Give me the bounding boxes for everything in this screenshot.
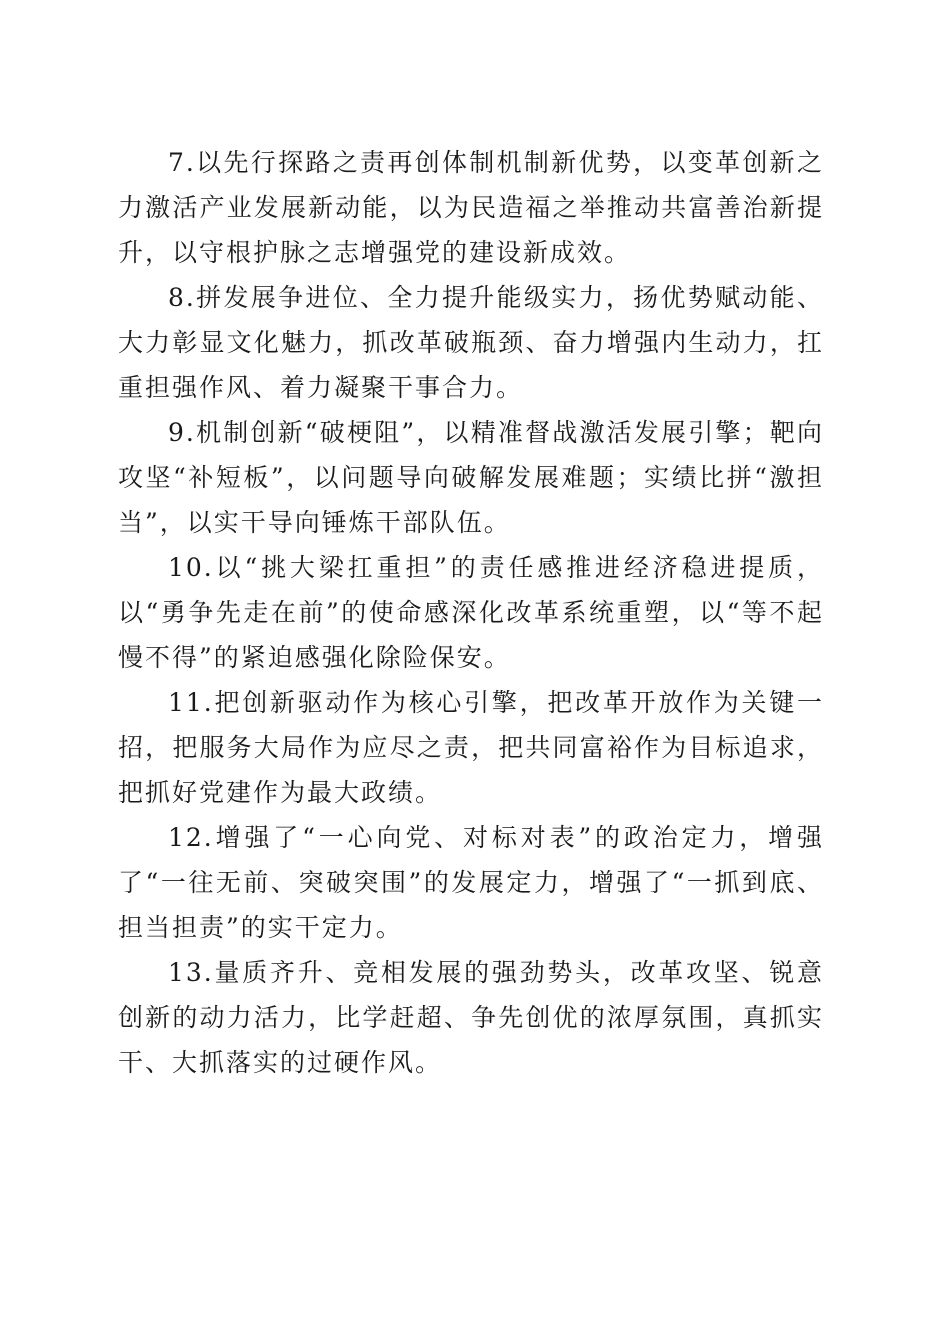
paragraph-10: 10.以“挑大梁扛重担”的责任感推进经济稳进提质，以“勇争先走在前”的使命感深化改革系统重塑，以“等不起慢不得”的紧迫感强化除险保安。	[118, 553, 824, 672]
document-body	[118, 140, 824, 1085]
paragraph-13: 13.量质齐升、竞相发展的强劲势头，改革攻坚、锐意创新的动力活力，比学赶超、争先创优的浓厚氛围，真抓实干、大抓落实的过硬作风。	[118, 958, 824, 1077]
paragraph-11: 11.把创新驱动作为核心引擎，把改革开放作为关键一招，把服务大局作为应尽之责，把共同富裕作为目标追求，把抓好党建作为最大政绩。	[118, 688, 824, 807]
paragraph-7: 7.以先行探路之责再创体制机制新优势，以变革创新之力激活产业发展新动能，以为民造福之举推动共富善治新提升，以守根护脉之志增强党的建设新成效。	[118, 148, 824, 267]
paragraph-12: 12.增强了“一心向党、对标对表”的政治定力，增强了“一往无前、突破突围”的发展定力，增强了“一抓到底、担当担责”的实干定力。	[118, 823, 824, 942]
paragraph-9: 9.机制创新“破梗阻”，以精准督战激活发展引擎；靶向攻坚“补短板”，以问题导向破解发展难题；实绩比拼“激担当”，以实干导向锤炼干部队伍。	[118, 418, 824, 537]
paragraph-8: 8.拼发展争进位、全力提升能级实力，扬优势赋动能、大力彰显文化魅力，抓改革破瓶颈、奋力增强内生动力，扛重担强作风、着力凝聚干事合力。	[118, 283, 824, 402]
